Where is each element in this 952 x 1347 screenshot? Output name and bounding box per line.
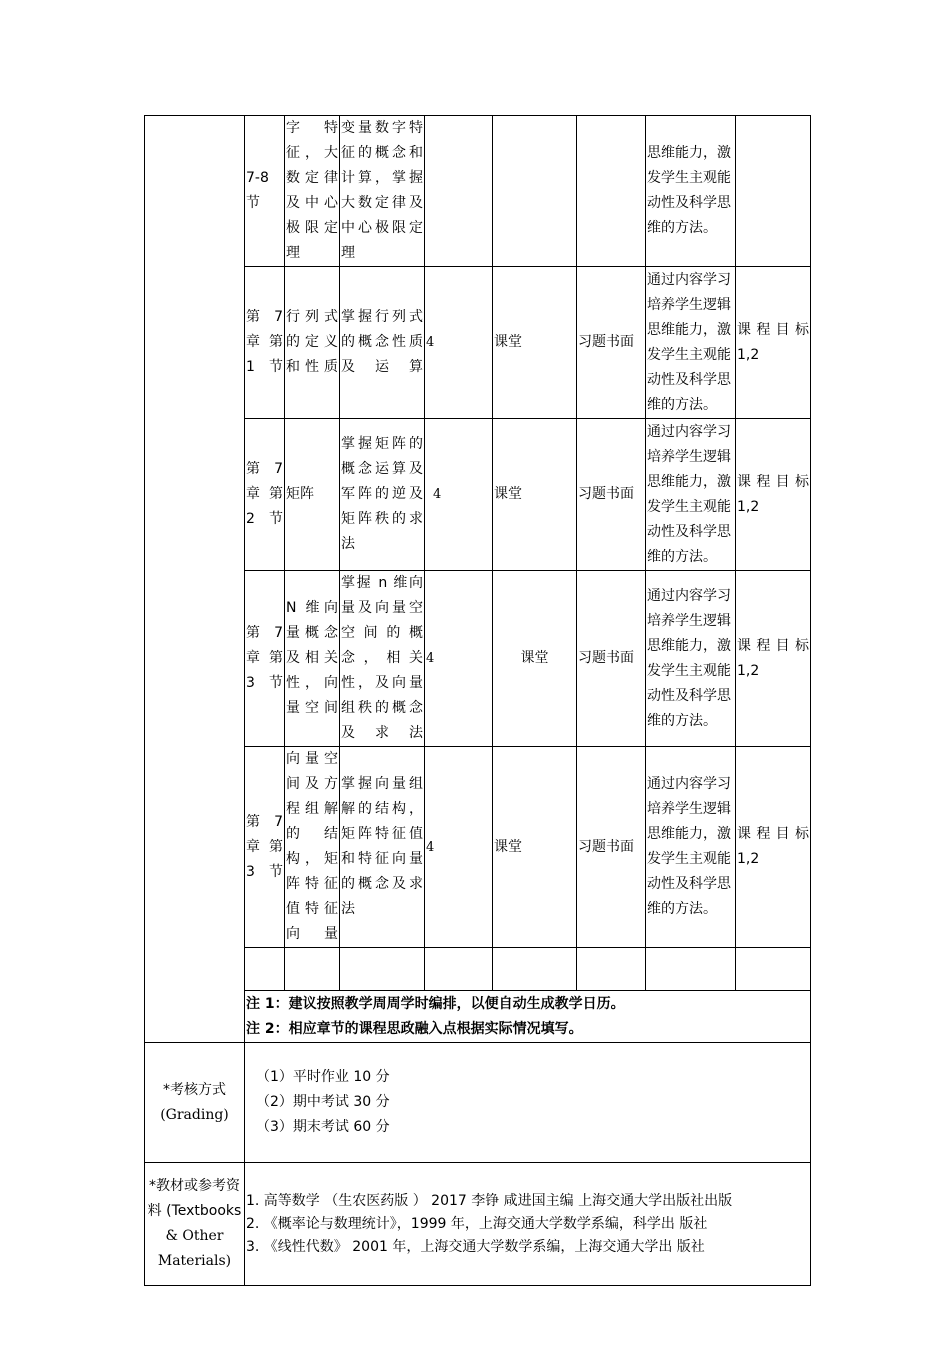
ideology-cell: 通过内容学习培养学生逻辑思维能力，激发学生主观能动性及科学思维的方法。 <box>646 747 736 948</box>
homework-cell: 习题书面 <box>577 419 646 571</box>
note-2: 注 2：相应章节的课程思政融入点根据实际情况填写。 <box>246 1020 583 1037</box>
empty-cell <box>285 948 340 991</box>
homework-cell: 习题书面 <box>577 267 646 419</box>
material-item: 3. 《线性代数》 2001 年，上海交通大学数学系编，上海交通大学出 版社 <box>246 1238 705 1255</box>
goal-cell: 课程目标 1,2 <box>736 747 811 948</box>
empty-cell <box>493 948 577 991</box>
chapter-cell: 第 7 章 第 2节 <box>245 419 285 571</box>
table-row <box>145 419 811 571</box>
homework-cell: 习题书面 <box>577 571 646 747</box>
grading-label <box>145 1043 245 1163</box>
method-cell: 课堂 <box>493 747 577 948</box>
method-cell: 课堂 <box>493 267 577 419</box>
grading-content <box>245 1043 811 1163</box>
requirement-cell: 掌握行列式的概念性质及运算 <box>340 267 425 419</box>
goal-cell <box>736 116 811 267</box>
topic-cell: 矩阵 <box>285 419 340 571</box>
empty-cell <box>736 948 811 991</box>
grading-label-cn: *考核方式 <box>163 1081 226 1098</box>
goal-cell: 课程目标 1,2 <box>736 571 811 747</box>
course-schedule-table <box>144 115 811 1286</box>
grading-item: （3）期末考试 60 分 <box>256 1119 390 1135</box>
grading-item: （1）平时作业 10 分 <box>256 1069 390 1085</box>
ideology-cell: 通过内容学习培养学生逻辑思维能力，激发学生主观能动性及科学思维的方法。 <box>646 419 736 571</box>
chapter-cell: 第 7 章 第 1节 <box>245 267 285 419</box>
table-row <box>145 116 811 267</box>
left-blank-cell <box>145 116 245 1043</box>
topic-cell: 行列式的定义和性质 <box>285 267 340 419</box>
table-row <box>145 267 811 419</box>
chapter-cell: 第 7 章 第 3节 <box>245 571 285 747</box>
hours-cell: 4 <box>425 267 493 419</box>
empty-cell <box>340 948 425 991</box>
method-cell: 课堂 <box>493 571 577 747</box>
requirement-cell: 变量数字特征的概念和计算，掌握大数定律及中心极限定理 <box>340 116 425 267</box>
table-row <box>145 571 811 747</box>
requirement-cell: 掌握矩阵的概念运算及军阵的逆及矩阵秩的求法 <box>340 419 425 571</box>
requirement-cell: 掌握 n 维向量及向量空空间的概念，相关性，及向量组秩的概念及求法 <box>340 571 425 747</box>
empty-cell <box>646 948 736 991</box>
materials-row <box>145 1163 811 1286</box>
materials-content <box>245 1163 811 1286</box>
topic-cell: 向量空间及方程组解的结构，矩阵特征值特征向量 <box>285 747 340 948</box>
notes-cell <box>245 991 811 1043</box>
goal-cell: 课程目标 1,2 <box>736 267 811 419</box>
grading-label-en: (Grading) <box>160 1106 229 1123</box>
topic-cell: 字特征，大数定律及中心极限定理 <box>285 116 340 267</box>
table-row-empty <box>145 948 811 991</box>
ideology-cell: 通过内容学习培养学生逻辑思维能力，激发学生主观能动性及科学思维的方法。 <box>646 571 736 747</box>
goal-cell: 课程目标 1,2 <box>736 419 811 571</box>
materials-label <box>145 1163 245 1286</box>
hours-cell: 4 <box>425 747 493 948</box>
grading-row <box>145 1043 811 1163</box>
hours-cell <box>425 116 493 267</box>
homework-cell <box>577 116 646 267</box>
topic-cell: N 维向量概念及相关性，向量空间 <box>285 571 340 747</box>
homework-cell: 习题书面 <box>577 747 646 948</box>
empty-cell <box>577 948 646 991</box>
notes-row <box>145 991 811 1043</box>
material-item: 1. 高等数学 （生农医药版 ） 2017 李铮 咸进国主编 上海交通大学出版社出版 <box>246 1192 733 1209</box>
materials-label-line: 料 (Textbooks <box>147 1203 242 1219</box>
method-cell <box>493 116 577 267</box>
hours-cell: 4 <box>425 571 493 747</box>
hours-cell: 4 <box>425 419 493 571</box>
empty-cell <box>245 948 285 991</box>
empty-cell <box>425 948 493 991</box>
chapter-cell: 7-8 节 <box>245 116 285 267</box>
materials-label-line: & Other <box>165 1228 224 1244</box>
ideology-cell: 通过内容学习培养学生逻辑思维能力，激发学生主观能动性及科学思维的方法。 <box>646 267 736 419</box>
note-1: 注 1：建议按照教学周周学时编排，以便自动生成教学日历。 <box>246 995 625 1012</box>
grading-item: （2）期中考试 30 分 <box>256 1094 390 1110</box>
method-cell: 课堂 <box>493 419 577 571</box>
material-item: 2. 《概率论与数理统计》，1999 年，上海交通大学数学系编，科学出 版社 <box>246 1215 708 1232</box>
materials-label-line: *教材或参考资 <box>149 1178 240 1194</box>
chapter-cell: 第 7 章 第 3节 <box>245 747 285 948</box>
materials-label-line: Materials) <box>157 1253 232 1269</box>
table-row <box>145 747 811 948</box>
ideology-cell: 思维能力，激发学生主观能动性及科学思维的方法。 <box>646 116 736 267</box>
requirement-cell: 掌握向量组解的结构，矩阵特征值和特征向量的概念及求法 <box>340 747 425 948</box>
